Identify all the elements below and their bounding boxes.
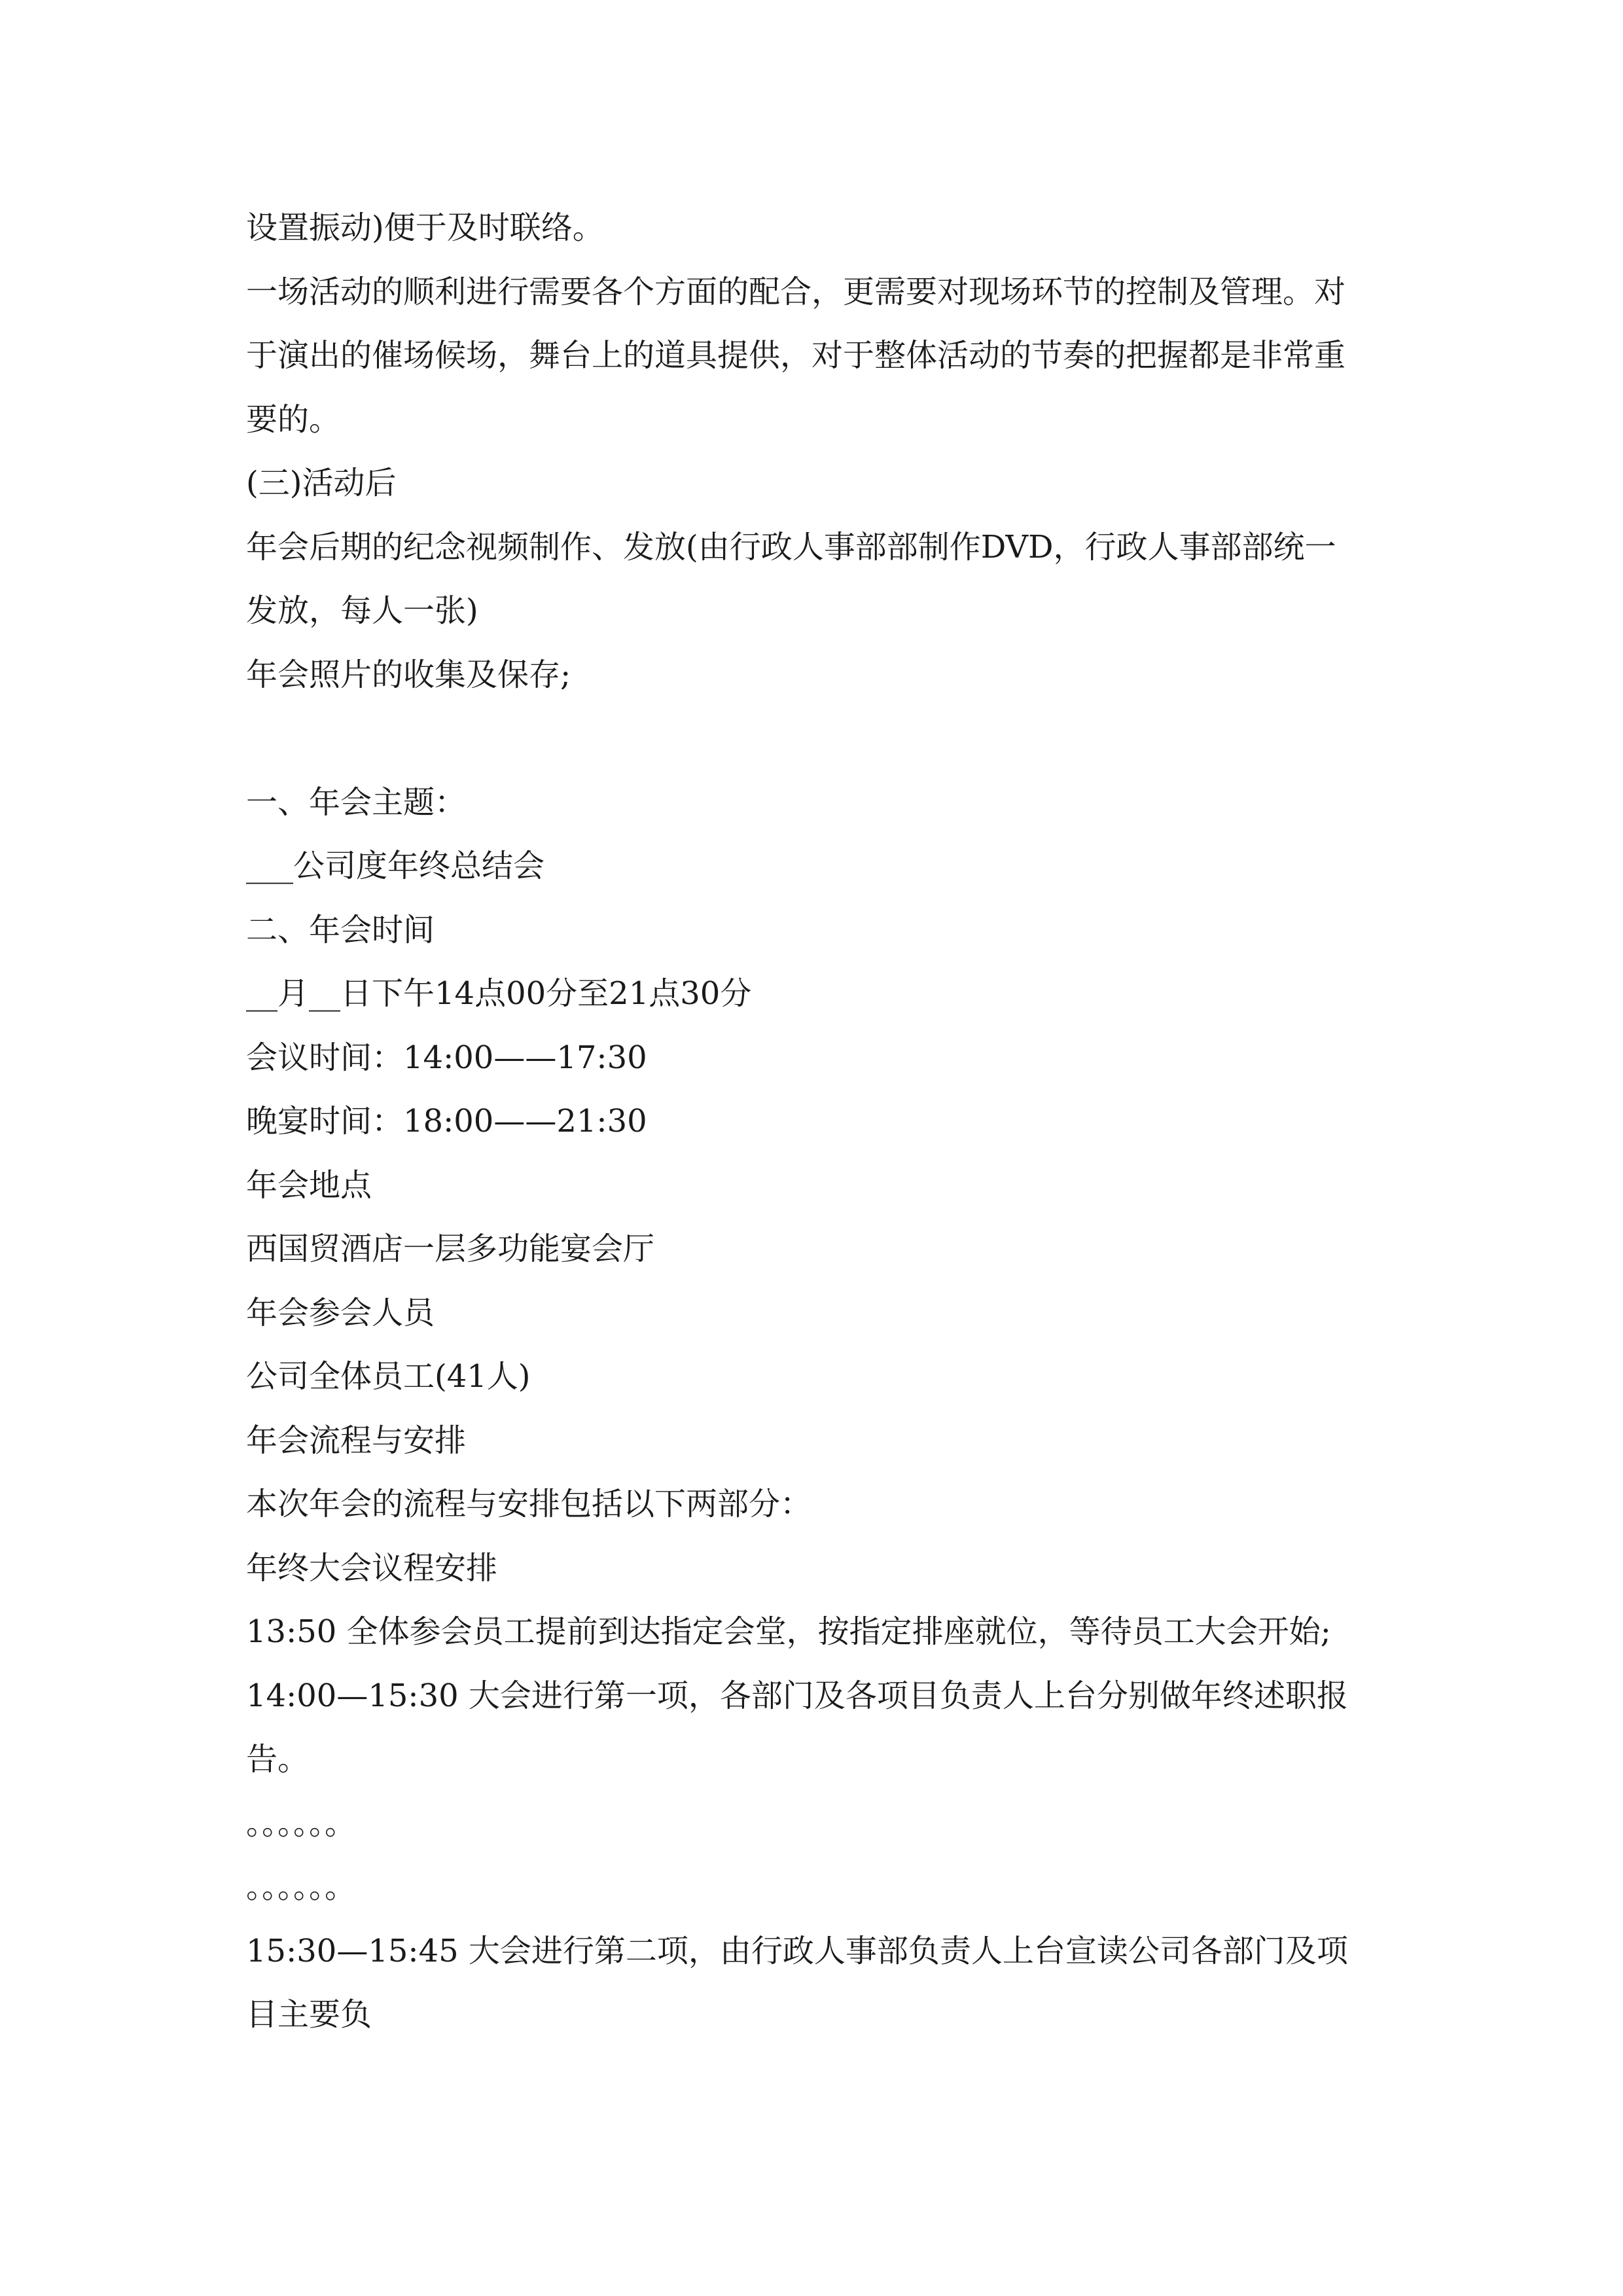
text-line: 要的。 (246, 401, 341, 438)
section-heading: 年会参会人员 (246, 1294, 435, 1331)
text-line: 本次年会的流程与安排包括以下两部分： (246, 1486, 812, 1522)
section-heading: 年会流程与安排 (246, 1422, 467, 1459)
text-line: 设置振动)便于及时联络。 (246, 209, 604, 246)
blank-line (246, 707, 1382, 771)
text-line: 一场活动的顺利进行需要各个方面的配合，更需要对现场环节的控制及管理。对 (246, 273, 1346, 310)
text-line: 13:50 全体参会员工提前到达指定会堂，按指定排座就位，等待员工大会开始; (246, 1613, 1331, 1650)
text-line: 。。。。。。 (246, 1869, 357, 1905)
text-line: 会议时间：14:00——17:30 (246, 1039, 647, 1076)
text-line: 公司全体员工(41人) (246, 1358, 531, 1395)
text-line: 15:30—15:45 大会进行第二项，由行政人事部负责人上台宣读公司各部门及项 (246, 1932, 1348, 1969)
text-line: 发放，每人一张) (246, 592, 478, 629)
text-line: 晚宴时间：18:00——21:30 (246, 1103, 647, 1139)
text-line: 于演出的催场候场，舞台上的道具提供，对于整体活动的节奏的把握都是非常重 (246, 337, 1346, 374)
text-line: 西国贸酒店一层多功能宴会厅 (246, 1230, 655, 1267)
text-line: ___公司度年终总结会 (246, 848, 545, 884)
text-line: 告。 (246, 1741, 310, 1778)
text-line: 。。。。。。 (246, 1804, 357, 1842)
text-line: __月__日下午14点00分至21点30分 (246, 975, 752, 1012)
text-line: 目主要负 (246, 1996, 372, 2033)
section-heading: 一、年会主题： (246, 783, 467, 821)
document-body (246, 196, 1382, 2047)
text-line: 年会照片的收集及保存; (246, 656, 571, 693)
text-line: 年会后期的纪念视频制作、发放(由行政人事部部制作DVD，行政人事部部统一 (246, 528, 1336, 565)
section-heading: 年会地点 (246, 1166, 372, 1204)
section-heading: (三)活动后 (246, 465, 397, 501)
section-heading: 年终大会议程安排 (246, 1549, 498, 1587)
section-heading: 二、年会时间 (246, 911, 435, 948)
text-line: 14:00—15:30 大会进行第一项，各部门及各项目负责人上台分别做年终述职报 (246, 1677, 1348, 1714)
